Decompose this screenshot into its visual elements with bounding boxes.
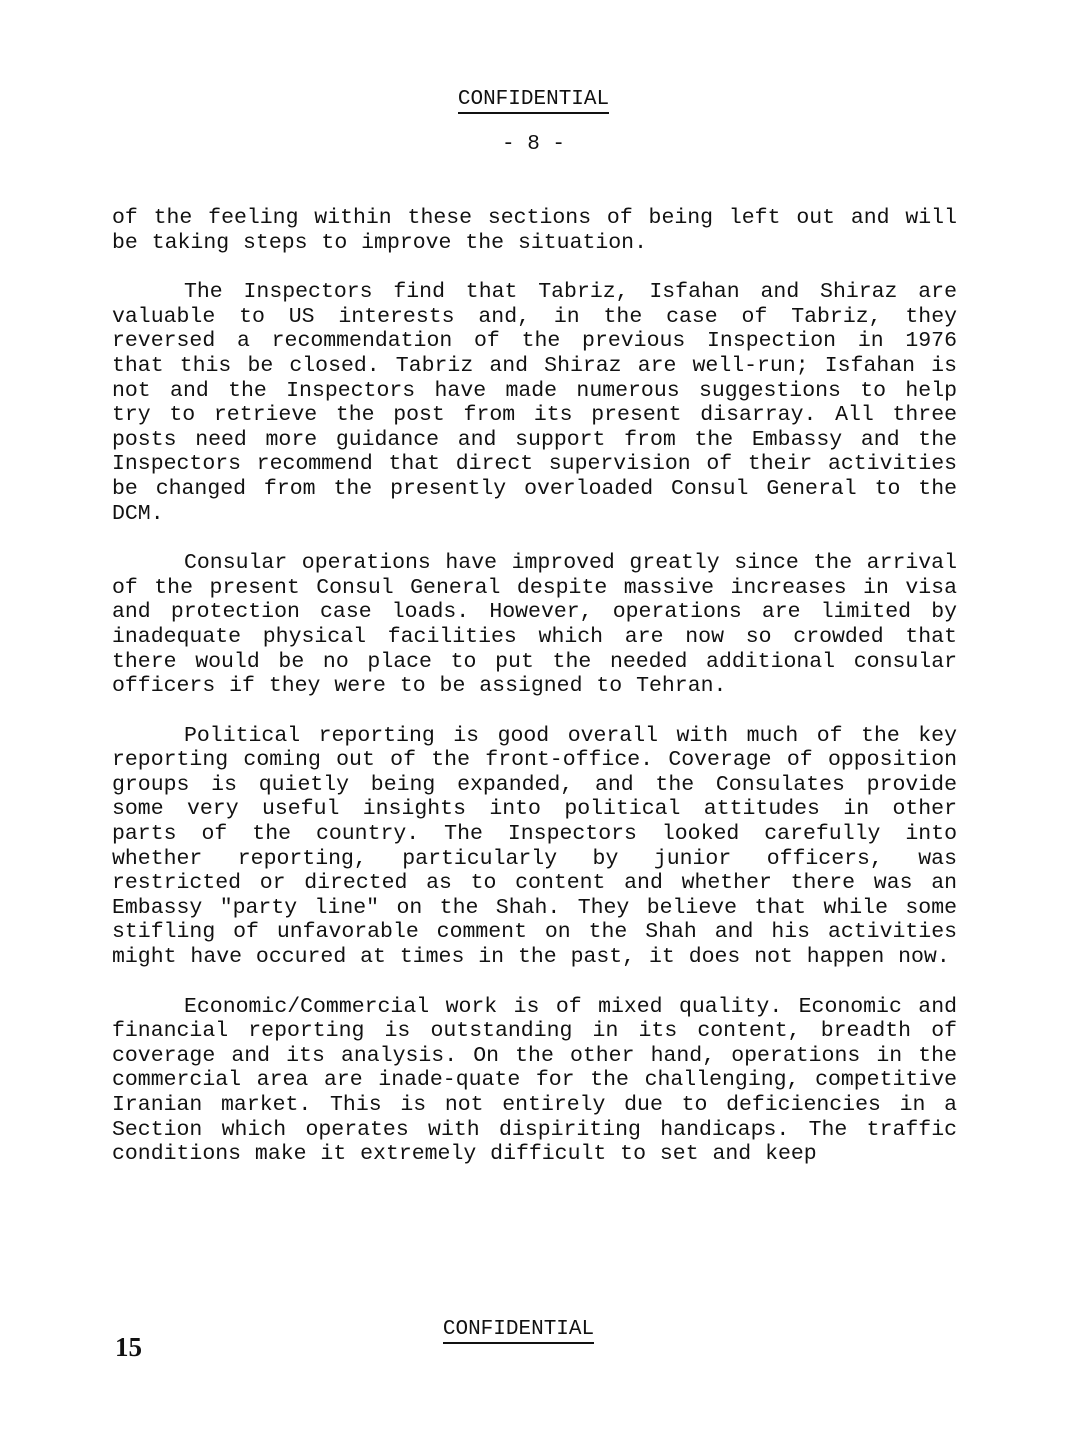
paragraph-economic-commercial: Economic/Commercial work is of mixed quality. Economic and financial reporting is outstanding in its content, breadth of coverage and its analysis. On the other hand, operations in the commercial area are inade-quate for the challenging, competitive Iranian market. This is not entirely due to deficiencies in a Section which operates with dispiriting handicaps. The traffic conditions make it extremely difficult to set and keep: [112, 994, 957, 1167]
page-number: - 8 -: [501, 133, 565, 156]
header-classification-marking: [0, 88, 1067, 111]
folio-number: 15: [115, 1332, 142, 1362]
footer-classification-marking: [0, 1318, 1037, 1341]
paragraph-political-reporting: Political reporting is good overall with much of the key reporting coming out of the front-office. Coverage of opposition groups is quietly being expanded, and the Consulates provide some very useful insights into political attitudes in other parts of the country. The Inspectors looked carefully into whether reporting, particularly by junior officers, was restricted or directed as to content and whether there was an Embassy "party line" on the Shah. They believe that while some stifling of unfavorable comment on the Shah and his activities might have occured at times in the past, it does not happen now.: [112, 723, 957, 970]
paragraph-consular-operations: Consular operations have improved greatly since the arrival of the present Consul General despite massive increases in visa and protection case loads. However, operations are limited by inadequate physical facilities which are now so crowded that there would be no place to put the needed additional consular officers if they were to be assigned to Tehran.: [112, 551, 957, 699]
paragraph-continuation: of the feeling within these sections of being left out and will be taking steps to improve the situation.: [112, 206, 957, 255]
document-body: [112, 206, 957, 1192]
header-classification-text: CONFIDENTIAL: [458, 88, 609, 114]
footer-classification-text: CONFIDENTIAL: [443, 1318, 594, 1344]
paragraph-consulates: The Inspectors find that Tabriz, Isfahan and Shiraz are valuable to US interests and, in the case of Tabriz, they reversed a recommendation of the previous Inspection in 1976 that this be closed. Tabriz and Shiraz are well-run; Isfahan is not and the Inspectors have made numerous suggestions to help try to retrieve the post from its present disarray. All three posts need more guidance and support from the Embassy and the Inspectors recommend that direct supervision of their activities be changed from the presently overloaded Consul General to the DCM.: [112, 280, 957, 526]
